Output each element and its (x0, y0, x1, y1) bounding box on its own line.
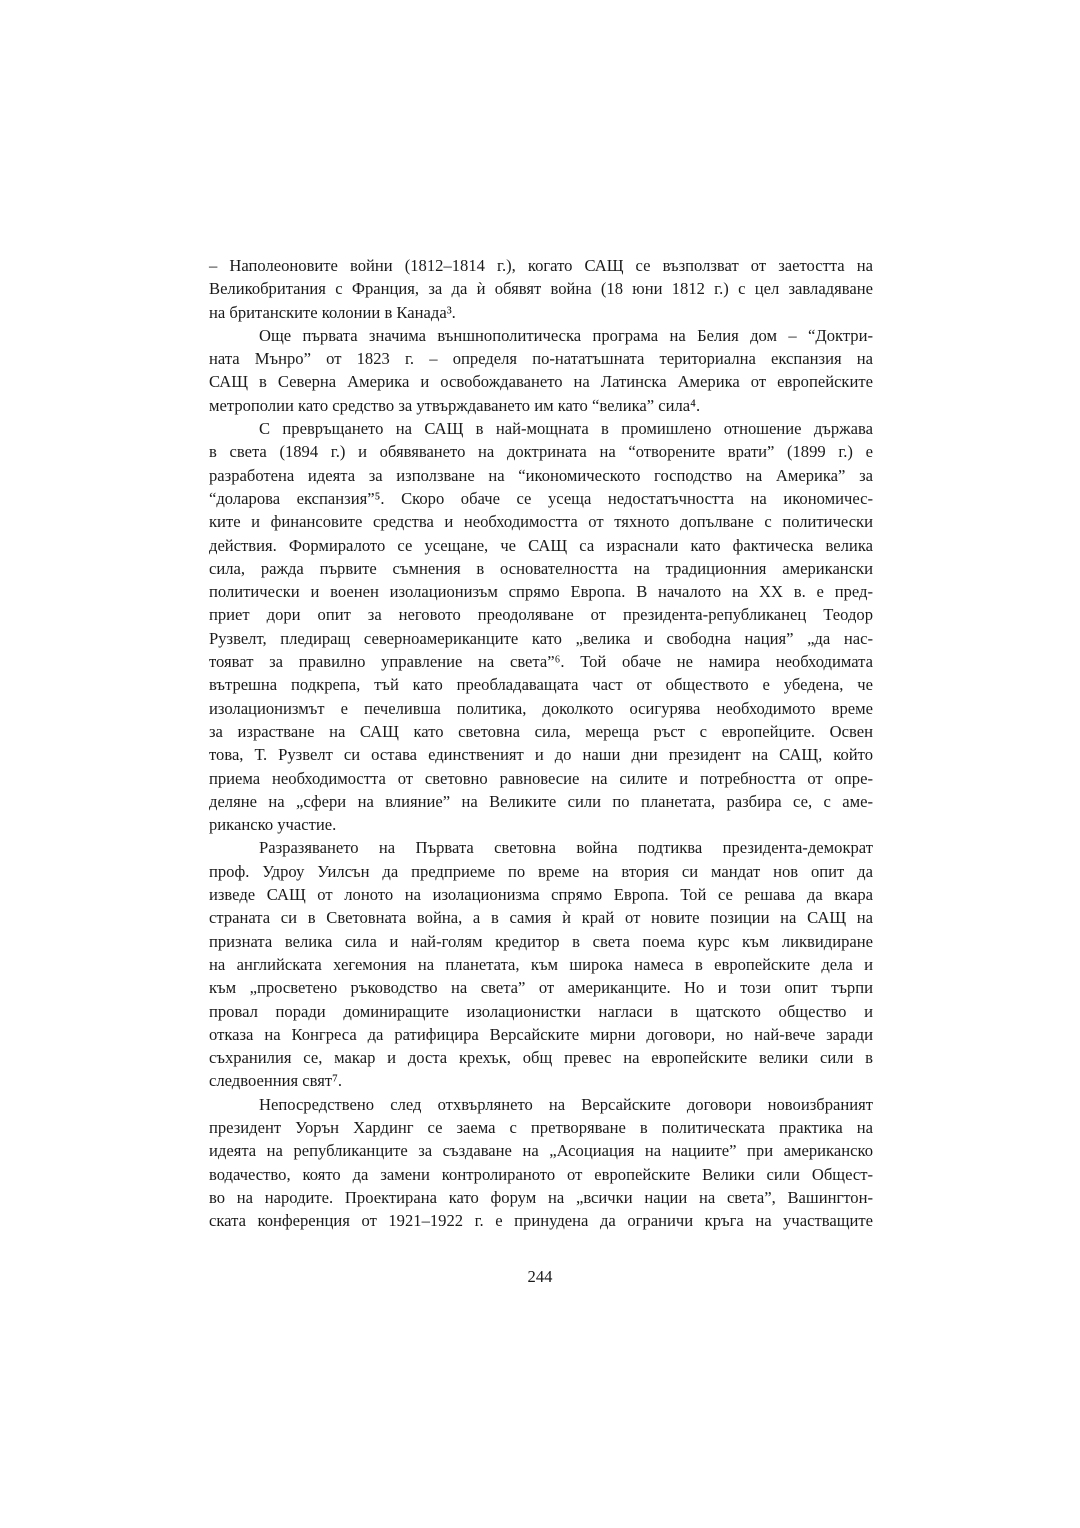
text-line: ките и финансовите средства и необходимостта от тяхното допълване с политически (209, 512, 873, 532)
text-line: приема необходимостта от световно равновесие на силите и потребността от опре- (209, 768, 873, 788)
text-line: политически и военен изолационизъм спрямо Европа. В началото на ХХ в. е пред- (209, 582, 873, 602)
text-line: изолационизмът е печеливша политика, доколкото осигурява необходимото време (209, 698, 873, 718)
text-line: провал поради доминиращите изолационистки нагласи в щатското общество и (209, 1001, 873, 1021)
text-line: в света (1894 г.) и обявяването на доктрината на “отворените врати” (1899 г.) е (209, 442, 873, 462)
text-line: “доларова експанзия”⁵. Скоро обаче се усеща недостатъчността на икономичес- (209, 488, 873, 508)
text-line: – Наполеоновите войни (1812–1814 г.), когато САЩ се възползват от заетостта на (209, 256, 873, 275)
text-line: на английската хегемония на планетата, към широка намеса в европейските дела и (209, 954, 873, 974)
text-line: това, Т. Рузвелт си остава единственият и до наши дни президент на САЩ, който (209, 745, 873, 765)
text-line: сила, ражда първите съмнения в основателността на традиционния американски (209, 558, 873, 578)
text-line: следвоенния свят⁷. (209, 1071, 343, 1091)
text-line: съхранилия се, макар и доста крехък, общ превес на европейските велики сили в (209, 1048, 873, 1068)
text-line: ната Мънро” от 1823 г. – определя по-нататъшната териториална експанзия на (209, 349, 873, 369)
text-line: деляне на „сфери на влияние” на Великите сили по планетата, разбира се, с аме- (209, 791, 873, 811)
text-line: изведе САЩ от лоното на изолационизма спрямо Европа. Той се решава да вкара (209, 885, 873, 905)
text-line: приет дори опит за неговото преодоляване от президента-републиканец Теодор (209, 605, 873, 625)
text-line: разработена идеята за използване на “икономическото господство на Америка” за (209, 465, 873, 485)
text-line: действия. Формиралото се усещане, че САЩ са израснали като фактическа велика (209, 535, 873, 555)
text-line: за израстване на САЩ като световна сила, мереща ръст с европейците. Освен (209, 721, 873, 741)
text-line: на британските колонии в Канада³. (209, 302, 456, 322)
text-line: Разразяването на Първата световна война подтиква президента-демократ (259, 838, 873, 858)
body-text (209, 254, 873, 1232)
text-line: Рузвелт, пледиращ северноамериканците като „велика и свободна нация” „да нас- (209, 628, 873, 648)
text-line: Още първата значима външнополитическа програма на Белия дом – “Доктри- (259, 325, 873, 345)
text-line: тояват за правилно управление на света”⁶. Той обаче не намира необходимата (209, 652, 873, 672)
text-line: призната велика сила и най-голям кредитор в света поема курс към ликвидиране (209, 931, 873, 951)
text-line: во на народите. Проектирана като форум на „всички нации на света”, Вашингтон- (209, 1187, 873, 1207)
text-line: вътрешна подкрепа, тъй като преобладаващата част от обществото е убедена, че (209, 675, 873, 695)
text-line: С превръщането на САЩ в най-мощната в промишлено отношение държава (259, 419, 873, 439)
text-line: метрополии като средство за утвърждаването им като “велика” сила⁴. (209, 395, 701, 415)
text-line: идеята на републиканците за създаване на „Асоциация на нациите” при американско (209, 1141, 873, 1161)
text-line: страната си в Световната война, а в самия ѝ край от новите позиции на САЩ на (209, 908, 873, 928)
page-number: 244 (527, 1267, 553, 1286)
text-line: отказа на Конгреса да ратифицира Версайските мирни договори, но най-вече заради (209, 1024, 873, 1044)
text-line: водачество, която да замени контролираното от европейските Велики сили Общест- (209, 1164, 873, 1184)
text-line: Великобритания с Франция, за да ѝ обявят война (18 юни 1812 г.) с цел завладяване (209, 279, 873, 299)
text-line: президент Уорън Хардинг се заема с претворяване в политическата практика на (209, 1117, 873, 1137)
text-line: ската конференция от 1921–1922 г. е принудена да ограничи кръга на участващите (209, 1211, 873, 1231)
text-line: риканско участие. (209, 815, 337, 835)
text-line: към „просветено ръководство на света” от американците. Но и този опит търпи (209, 978, 873, 998)
text-line: Непосредствено след отхвърлянето на Версайските договори новоизбраният (259, 1094, 873, 1114)
text-line: проф. Удроу Уилсън да предприеме по време на втория си мандат нов опит да (209, 861, 873, 881)
text-line: САЩ в Северна Америка и освобождаването на Латинска Америка от европейските (209, 372, 873, 392)
